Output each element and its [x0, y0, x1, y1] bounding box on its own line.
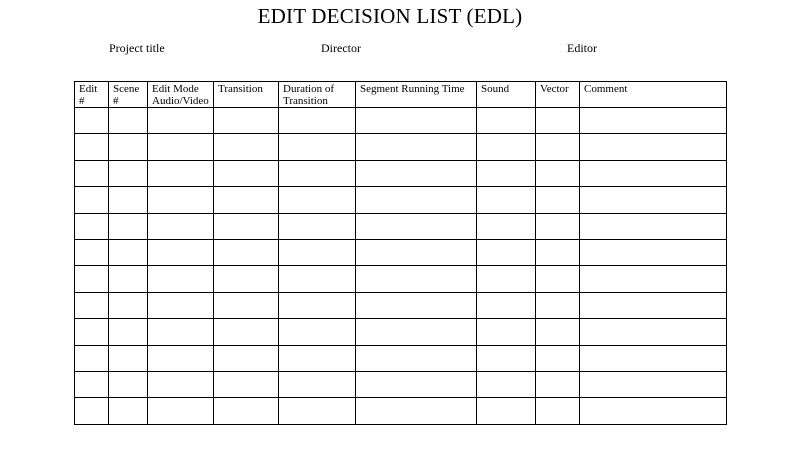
table-row: [75, 319, 727, 345]
cell-duration-of-transition[interactable]: [279, 187, 356, 213]
cell-segment-running-time[interactable]: [356, 187, 477, 213]
cell-scene-number[interactable]: [109, 266, 148, 292]
cell-segment-running-time[interactable]: [356, 319, 477, 345]
cell-vector[interactable]: [536, 371, 580, 397]
cell-comment[interactable]: [580, 266, 727, 292]
cell-sound[interactable]: [477, 266, 536, 292]
cell-vector[interactable]: [536, 345, 580, 371]
cell-duration-of-transition[interactable]: [279, 345, 356, 371]
cell-scene-number[interactable]: [109, 239, 148, 265]
cell-comment[interactable]: [580, 398, 727, 424]
cell-comment[interactable]: [580, 319, 727, 345]
cell-sound[interactable]: [477, 213, 536, 239]
cell-edit-mode[interactable]: [148, 239, 214, 265]
cell-edit-mode[interactable]: [148, 319, 214, 345]
cell-segment-running-time[interactable]: [356, 371, 477, 397]
cell-duration-of-transition[interactable]: [279, 213, 356, 239]
cell-vector[interactable]: [536, 398, 580, 424]
column-header-scene-number: Scene #: [109, 82, 148, 108]
table-row: [75, 160, 727, 186]
cell-scene-number[interactable]: [109, 371, 148, 397]
cell-comment[interactable]: [580, 134, 727, 160]
cell-edit-number[interactable]: [75, 239, 109, 265]
cell-duration-of-transition[interactable]: [279, 292, 356, 318]
column-header-edit-mode: Edit Mode Audio/Video: [148, 82, 214, 108]
cell-edit-mode[interactable]: [148, 187, 214, 213]
table-row: [75, 292, 727, 318]
cell-segment-running-time[interactable]: [356, 134, 477, 160]
cell-segment-running-time[interactable]: [356, 213, 477, 239]
cell-transition[interactable]: [214, 266, 279, 292]
cell-segment-running-time[interactable]: [356, 398, 477, 424]
cell-scene-number[interactable]: [109, 160, 148, 186]
cell-comment[interactable]: [580, 187, 727, 213]
cell-vector[interactable]: [536, 239, 580, 265]
page-title: EDIT DECISION LIST (EDL): [257, 4, 523, 28]
column-header-edit-number: Edit #: [75, 82, 109, 108]
edit-decision-table: [74, 81, 727, 425]
column-header-duration-of-transition: Duration of Transition: [279, 82, 356, 108]
cell-edit-mode[interactable]: [148, 134, 214, 160]
table-row: [75, 371, 727, 397]
cell-duration-of-transition[interactable]: [279, 398, 356, 424]
cell-segment-running-time[interactable]: [356, 160, 477, 186]
cell-comment[interactable]: [580, 108, 727, 134]
cell-vector[interactable]: [536, 108, 580, 134]
cell-duration-of-transition[interactable]: [279, 108, 356, 134]
cell-segment-running-time[interactable]: [356, 108, 477, 134]
cell-segment-running-time[interactable]: [356, 292, 477, 318]
cell-edit-mode[interactable]: [148, 108, 214, 134]
cell-edit-number[interactable]: [75, 292, 109, 318]
cell-edit-mode[interactable]: [148, 292, 214, 318]
table-header-row: [75, 82, 727, 108]
cell-edit-number[interactable]: [75, 266, 109, 292]
editor-label: Editor: [567, 41, 597, 55]
cell-edit-mode[interactable]: [148, 160, 214, 186]
cell-comment[interactable]: [580, 371, 727, 397]
column-header-segment-running-time: Segment Running Time: [356, 82, 477, 108]
cell-sound[interactable]: [477, 371, 536, 397]
cell-scene-number[interactable]: [109, 345, 148, 371]
cell-edit-number[interactable]: [75, 108, 109, 134]
cell-comment[interactable]: [580, 292, 727, 318]
cell-transition[interactable]: [214, 160, 279, 186]
cell-vector[interactable]: [536, 134, 580, 160]
cell-duration-of-transition[interactable]: [279, 371, 356, 397]
table-row: [75, 187, 727, 213]
cell-edit-number[interactable]: [75, 398, 109, 424]
table-row: [75, 398, 727, 424]
cell-transition[interactable]: [214, 134, 279, 160]
cell-scene-number[interactable]: [109, 292, 148, 318]
cell-duration-of-transition[interactable]: [279, 266, 356, 292]
cell-duration-of-transition[interactable]: [279, 134, 356, 160]
cell-transition[interactable]: [214, 371, 279, 397]
column-header-transition: Transition: [214, 82, 279, 108]
cell-comment[interactable]: [580, 160, 727, 186]
cell-sound[interactable]: [477, 108, 536, 134]
cell-comment[interactable]: [580, 213, 727, 239]
cell-scene-number[interactable]: [109, 319, 148, 345]
cell-sound[interactable]: [477, 292, 536, 318]
cell-transition[interactable]: [214, 292, 279, 318]
table-row: [75, 266, 727, 292]
cell-edit-mode[interactable]: [148, 371, 214, 397]
cell-scene-number[interactable]: [109, 398, 148, 424]
director-label: Director: [321, 41, 361, 55]
cell-sound[interactable]: [477, 345, 536, 371]
cell-vector[interactable]: [536, 319, 580, 345]
cell-edit-number[interactable]: [75, 160, 109, 186]
table-body: [75, 108, 727, 425]
cell-transition[interactable]: [214, 398, 279, 424]
project-title-label: Project title: [109, 41, 165, 55]
cell-comment[interactable]: [580, 345, 727, 371]
cell-edit-number[interactable]: [75, 319, 109, 345]
column-header-sound: Sound: [477, 82, 536, 108]
column-header-comment: Comment: [580, 82, 727, 108]
table-row: [75, 213, 727, 239]
cell-vector[interactable]: [536, 160, 580, 186]
cell-transition[interactable]: [214, 187, 279, 213]
cell-segment-running-time[interactable]: [356, 239, 477, 265]
cell-edit-mode[interactable]: [148, 398, 214, 424]
cell-sound[interactable]: [477, 398, 536, 424]
cell-transition[interactable]: [214, 213, 279, 239]
cell-vector[interactable]: [536, 187, 580, 213]
cell-edit-number[interactable]: [75, 213, 109, 239]
cell-transition[interactable]: [214, 108, 279, 134]
cell-sound[interactable]: [477, 319, 536, 345]
table-row: [75, 134, 727, 160]
cell-vector[interactable]: [536, 213, 580, 239]
cell-sound[interactable]: [477, 187, 536, 213]
cell-vector[interactable]: [536, 266, 580, 292]
cell-transition[interactable]: [214, 345, 279, 371]
table-row: [75, 108, 727, 134]
cell-scene-number[interactable]: [109, 108, 148, 134]
cell-duration-of-transition[interactable]: [279, 160, 356, 186]
cell-transition[interactable]: [214, 319, 279, 345]
cell-transition[interactable]: [214, 239, 279, 265]
cell-duration-of-transition[interactable]: [279, 319, 356, 345]
cell-sound[interactable]: [477, 160, 536, 186]
cell-edit-mode[interactable]: [148, 345, 214, 371]
cell-duration-of-transition[interactable]: [279, 239, 356, 265]
cell-edit-mode[interactable]: [148, 266, 214, 292]
cell-scene-number[interactable]: [109, 213, 148, 239]
cell-edit-number[interactable]: [75, 345, 109, 371]
cell-scene-number[interactable]: [109, 134, 148, 160]
cell-vector[interactable]: [536, 292, 580, 318]
table-row: [75, 345, 727, 371]
cell-sound[interactable]: [477, 239, 536, 265]
cell-comment[interactable]: [580, 239, 727, 265]
table-row: [75, 239, 727, 265]
cell-segment-running-time[interactable]: [356, 266, 477, 292]
cell-edit-number[interactable]: [75, 187, 109, 213]
cell-scene-number[interactable]: [109, 187, 148, 213]
cell-edit-number[interactable]: [75, 134, 109, 160]
column-header-vector: Vector: [536, 82, 580, 108]
cell-edit-mode[interactable]: [148, 213, 214, 239]
cell-segment-running-time[interactable]: [356, 345, 477, 371]
cell-sound[interactable]: [477, 134, 536, 160]
cell-edit-number[interactable]: [75, 371, 109, 397]
